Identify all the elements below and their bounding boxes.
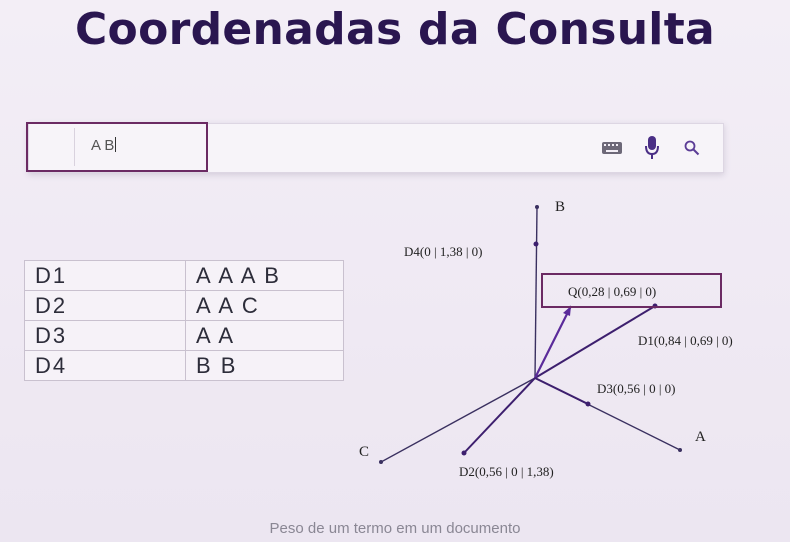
point-q-label: Q(0,28 | 0,69 | 0) [568,284,657,299]
axis-b-arrow [535,205,539,209]
doc-terms: A A [186,321,344,351]
point-d3-label: D3(0,56 | 0 | 0) [597,381,676,396]
search-input-value: A B [91,137,115,154]
vector-d4-tip [534,242,539,247]
caption: Peso de um termo em um documento [269,520,521,537]
doc-id: D2 [25,291,186,321]
axis-b [535,207,537,378]
doc-terms: A A C [186,291,344,321]
doc-terms: B B [186,351,344,381]
axis-c-arrow [379,460,383,464]
axis-a-label: A [695,429,706,445]
vector-d2 [464,378,535,453]
axis-c [381,378,535,462]
vector-d2-tip [462,451,467,456]
axis-b-label: B [555,199,566,215]
doc-id: D1 [25,261,186,291]
point-d1-label: D1(0,84 | 0,69 | 0) [638,333,733,348]
page-title: Coordenadas da Consulta [74,4,716,55]
axis-c-label: C [359,444,370,460]
vector-d3 [535,378,588,404]
doc-id: D3 [25,321,186,351]
axis-a-arrow [678,448,682,452]
vector-d3-tip [586,402,591,407]
point-d4-label: D4(0 | 1,38 | 0) [404,244,483,259]
doc-terms: A A A B [186,261,344,291]
point-d2-label: D2(0,56 | 0 | 1,38) [459,464,554,479]
doc-id: D4 [25,351,186,381]
